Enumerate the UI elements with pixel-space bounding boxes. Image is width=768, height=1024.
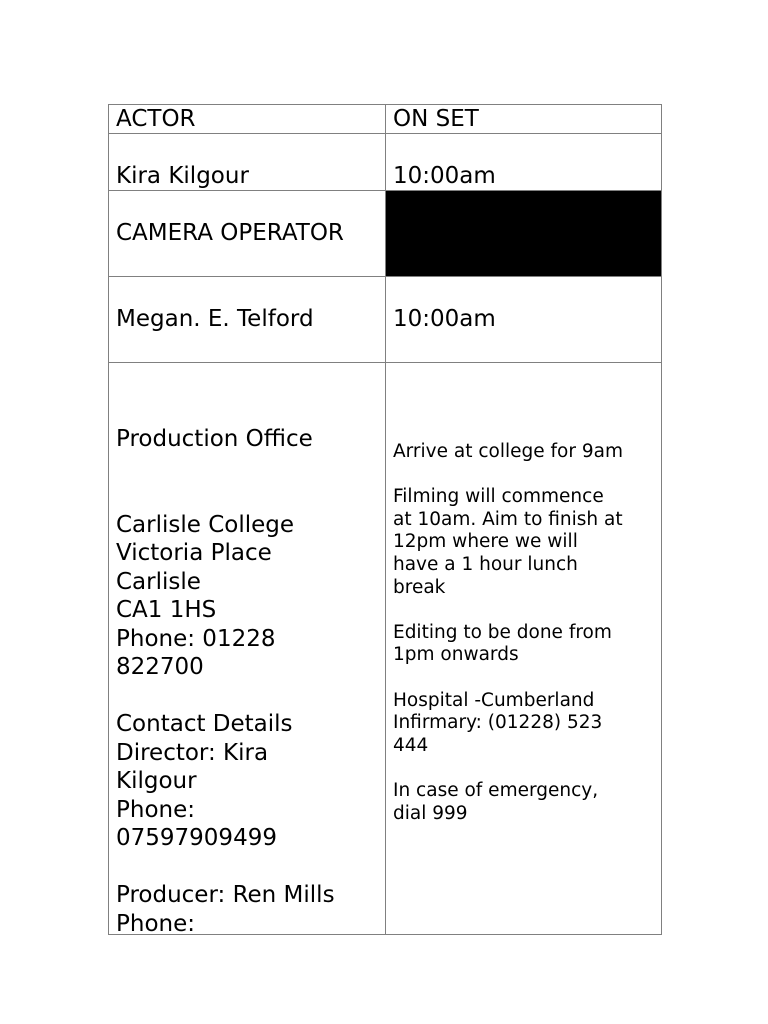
actor-time-cell	[386, 134, 661, 190]
header-onset-label: ON SET	[393, 106, 479, 132]
filming-note-line: 12pm where we will	[393, 531, 578, 553]
filming-note-line: Filming will commence	[393, 486, 604, 508]
actor-time: 10:00am	[393, 163, 496, 189]
camera-row	[109, 277, 661, 363]
hospital-note-line: 444	[393, 734, 429, 756]
editing-note-line: 1pm onwards	[393, 644, 519, 666]
call-sheet-table	[108, 104, 662, 935]
camera-name-cell	[109, 277, 386, 362]
filming-note-line: break	[393, 576, 446, 598]
camera-operator-name: Megan. E. Telford	[116, 306, 314, 332]
director-line: Kilgour	[116, 768, 197, 794]
camera-operator-time: 10:00am	[393, 306, 496, 332]
actor-row	[109, 134, 661, 191]
schedule-notes-block	[393, 441, 655, 825]
filming-note-line: have a 1 hour lunch	[393, 553, 578, 575]
actor-name: Kira Kilgour	[116, 163, 249, 189]
contact-info-block	[116, 425, 379, 938]
arrive-note: Arrive at college for 9am	[393, 441, 623, 462]
address-line: Victoria Place	[116, 540, 272, 566]
header-actor-label: ACTOR	[116, 106, 196, 132]
address-line: 822700	[116, 654, 204, 680]
camera-time-cell	[386, 277, 661, 362]
editing-note-line: Editing to be done from	[393, 621, 612, 643]
redacted-block	[386, 191, 661, 276]
director-line: Director: Kira	[116, 739, 269, 766]
camera-header-row	[109, 191, 661, 277]
address-line: CA1 1HS	[116, 597, 217, 623]
header-row	[109, 105, 661, 134]
info-row	[109, 363, 661, 937]
hospital-note-line: Hospital -Cumberland	[393, 689, 595, 711]
producer-line: Phone:	[116, 910, 195, 937]
header-onset-cell	[386, 105, 661, 133]
contact-details-heading: Contact Details	[116, 711, 293, 737]
producer-line: Producer: Ren Mills	[116, 882, 335, 908]
director-line: 07597909499	[116, 825, 277, 851]
director-line: Phone:	[116, 796, 195, 823]
filming-note-line: at 10am. Aim to finish at	[393, 508, 623, 530]
camera-operator-label: CAMERA OPERATOR	[116, 220, 344, 246]
info-left-cell	[109, 363, 386, 937]
address-line: Phone: 01228	[116, 625, 276, 652]
address-line: Carlisle	[116, 568, 201, 595]
production-office-heading: Production Office	[116, 426, 313, 452]
address-line: Carlisle College	[116, 511, 295, 538]
emergency-note-line: dial 999	[393, 802, 468, 824]
header-actor-cell	[109, 105, 386, 133]
hospital-note-line: Infirmary: (01228) 523	[393, 712, 603, 734]
camera-header-cell	[109, 191, 386, 276]
actor-name-cell	[109, 134, 386, 190]
emergency-note-line: In case of emergency,	[393, 779, 599, 801]
info-right-cell	[386, 363, 661, 934]
